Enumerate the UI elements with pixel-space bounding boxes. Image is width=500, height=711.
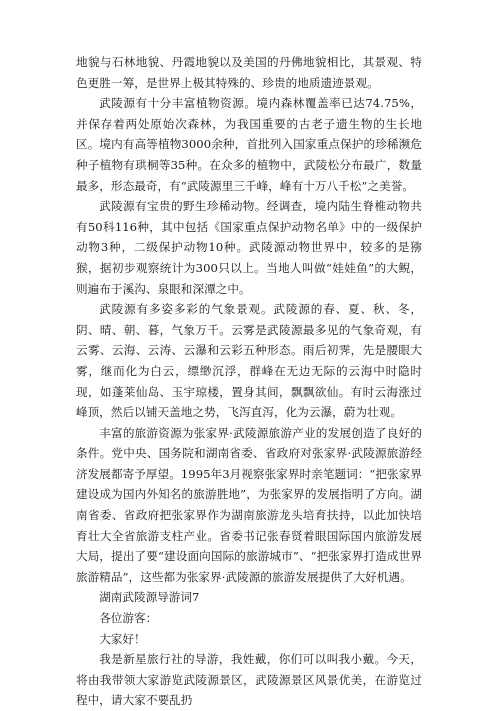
paragraph-plant-resources: 武陵源有十分丰富植物资源。境内森林覆盖率已达74.75%，并保存着两处原始次森林，为我国重要的古老子遗生物的生长地区。境内有高等植物3000余种，首批列入国家重点保护的珍稀濒危种子植物有珙桐等35种。在众多的植物中，武陵松分布最广，数量最多，形态最奇，有“武陵源里三千峰，峰有十万八千松”之美誉。 <box>76 96 422 193</box>
paragraph-landform: 地貌与石林地貌、丹霞地貌以及美国的丹佛地貌相比，其景观、特色更胜一筹，是世界上极其特殊的、珍贵的地质遗迹景观。 <box>76 55 422 90</box>
section-title: 湖南武陵源导游词7 <box>99 590 200 605</box>
paragraph-tourism-development: 丰富的旅游资源为张家界·武陵源旅游产业的发展创造了良好的条件。党中央、国务院和湖南省委、省政府对张家界·武陵源旅游经济发展都寄予厚望。1995年3月视察张家界时亲笔题词：“把张家界建设成为国内外知名的旅游胜地”，为张家界的发展指明了方向。湖南省委、省政府把张家界作为湖南旅游龙头培育扶持，以此加快培育壮大全省旅游支柱产业。省委书记张春贤着眼国际国内旅游发展大局，提出了要“建设面向国际的旅游城市”、“把张家界打造成世界旅游精品”，这些都为张家界·武陵源的旅游发展提供了大好机遇。 <box>76 425 422 584</box>
paragraph-wildlife: 武陵源有宝贵的野生珍稀动物。经调查，境内陆生脊椎动物共有50科116种，其中包括《国家重点保护动物名单》中的一级保护动物3种，二级保护动物10种。武陵源动物世界中，较多的是猕猴，据初步观察统计为300只以上。当地人叫做“娃娃鱼”的大鲵，则遍布于溪沟、泉眼和深潭之中。 <box>76 199 422 296</box>
document-page <box>76 52 422 711</box>
paragraph-guide-intro: 我是新星旅行社的导游，我姓戴，你们可以叫我小戴。今天，将由我带领大家游览武陵源景区，武陵源景区风景优美，在游览过程中，请大家不要乱扔 <box>76 652 422 708</box>
greeting-tourists: 各位游客： <box>99 611 158 626</box>
paragraph-weather-landscape: 武陵源有多姿多彩的气象景观。武陵源的春、夏、秋、冬，阴、晴、朝、暮，气象万千。云雾是武陵源最多见的气象奇观，有云雾、云海、云涛、云瀑和云彩五种形态。雨后初霁，先是腰眼大雾，继而化为白云，缥缈沉浮，群峰在无边无际的云海中时隐时现，如蓬莱仙岛、玉宇琼楼，置身其间，飘飘欲仙。有时云海涨过峰顶，然后以铺天盖地之势，飞泻直泻，化为云瀑，蔚为壮观。 <box>76 302 422 420</box>
greeting-hello: 大家好！ <box>99 631 146 646</box>
